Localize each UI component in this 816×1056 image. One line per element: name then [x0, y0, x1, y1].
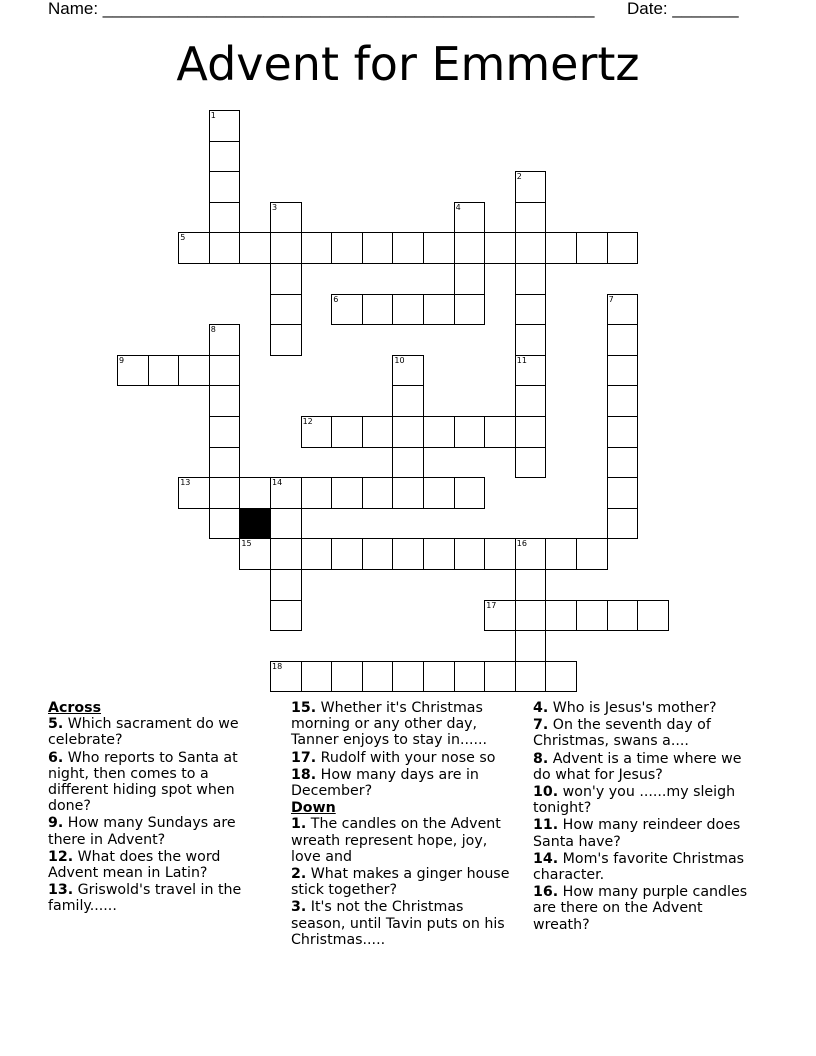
- grid-cell[interactable]: [362, 477, 394, 509]
- clue-down-1: 1. The candles on the Advent wreath represent hope, joy, love and: [291, 816, 501, 865]
- clue-across-12: 12. What does the word Advent mean in Latin?: [48, 848, 221, 882]
- grid-cell[interactable]: [515, 416, 547, 448]
- grid-cell[interactable]: [209, 416, 241, 448]
- grid-cell[interactable]: [209, 508, 241, 540]
- clue-number: 13: [180, 478, 191, 488]
- grid-cell[interactable]: [392, 661, 424, 693]
- grid-cell[interactable]: [515, 385, 547, 417]
- grid-cell[interactable]: [392, 477, 424, 509]
- grid-cell[interactable]: [362, 416, 394, 448]
- grid-cell[interactable]: [545, 661, 577, 693]
- grid-cell[interactable]: [209, 355, 241, 387]
- grid-cell[interactable]: [209, 324, 241, 356]
- grid-cell[interactable]: [454, 294, 486, 326]
- grid-cell[interactable]: [515, 661, 547, 693]
- clue-number: 17: [486, 600, 497, 610]
- clue-down-2: 2. What makes a ginger house stick together?: [291, 866, 510, 899]
- grid-cell[interactable]: [209, 110, 241, 142]
- grid-cell[interactable]: [484, 661, 516, 693]
- clue-across-17: 17. Rudolf with your nose so: [291, 749, 496, 766]
- grid-cell[interactable]: [454, 232, 486, 264]
- clue-number: 8: [210, 325, 216, 335]
- grid-cell[interactable]: [178, 477, 210, 509]
- grid-cell[interactable]: [545, 600, 577, 632]
- black-square: [239, 508, 271, 540]
- grid-cell[interactable]: [423, 477, 455, 509]
- grid-cell[interactable]: [301, 232, 333, 264]
- grid-cell[interactable]: [515, 538, 547, 570]
- grid-cell[interactable]: [576, 538, 608, 570]
- grid-cell[interactable]: [607, 416, 639, 448]
- grid-cell[interactable]: [270, 477, 302, 509]
- grid-cell[interactable]: [270, 538, 302, 570]
- clue-number: 12: [302, 417, 313, 426]
- grid-cell[interactable]: [239, 538, 271, 570]
- clue-down-16: 16. How many purple candles are there on the Advent wreath?: [533, 884, 748, 933]
- clue-across-15: 15. Whether it's Christmas morning or any other day, Tanner enjoys to stay in......: [291, 700, 488, 749]
- date-label: Date: _______: [627, 0, 739, 18]
- grid-cell[interactable]: [392, 416, 424, 448]
- grid-cell[interactable]: [362, 294, 394, 326]
- grid-cell[interactable]: [545, 232, 577, 264]
- clue-number: 11: [516, 355, 527, 365]
- grid-cell[interactable]: [484, 600, 516, 632]
- grid-cell[interactable]: [515, 447, 547, 479]
- grid-cell[interactable]: [209, 141, 241, 173]
- clue-number: 7: [608, 294, 614, 304]
- grid-cell[interactable]: [607, 294, 639, 326]
- grid-cell[interactable]: [423, 661, 455, 693]
- grid-cell[interactable]: [515, 171, 547, 203]
- grid-cell[interactable]: [301, 416, 333, 448]
- grid-cell[interactable]: [117, 355, 149, 387]
- clue-number: 4: [455, 202, 461, 212]
- clue-across-5: 5. Which sacrament do we celebrate?: [48, 716, 239, 749]
- grid-cell[interactable]: [270, 232, 302, 264]
- clue-number: 5: [180, 233, 186, 243]
- clue-column-2: [291, 700, 516, 949]
- grid-cell[interactable]: [331, 477, 363, 509]
- grid-cell[interactable]: [270, 294, 302, 326]
- grid-cell[interactable]: [515, 232, 547, 264]
- clue-number: 3: [272, 202, 278, 212]
- grid-cell[interactable]: [607, 600, 639, 632]
- clue-down-7: 7. On the seventh day of Christmas, swans a....: [533, 717, 711, 750]
- grid-cell[interactable]: [362, 232, 394, 264]
- grid-cell[interactable]: [607, 385, 639, 417]
- grid-cell[interactable]: [607, 447, 639, 479]
- clue-across-6: 6. Who reports to Santa at night, then comes to a different hiding spot when done?: [48, 749, 238, 815]
- grid-cell[interactable]: [331, 538, 363, 570]
- grid-cell[interactable]: [423, 538, 455, 570]
- clue-down-10: 10. won'y you ......my sleigh tonight?: [533, 784, 736, 817]
- grid-cell[interactable]: [515, 355, 547, 387]
- clue-number: 10: [394, 355, 405, 365]
- grid-cell[interactable]: [270, 202, 302, 234]
- clue-across-9: 9. How many Sundays are there in Advent?: [48, 815, 236, 848]
- grid-cell[interactable]: [209, 385, 241, 417]
- name-label: Name: ____________________________________________________: [48, 0, 595, 18]
- grid-cell[interactable]: [209, 202, 241, 234]
- clue-number: 2: [516, 172, 522, 182]
- grid-cell[interactable]: [515, 569, 547, 601]
- clue-across-13: 13. Griswold's travel in the family......: [48, 882, 242, 915]
- grid-cell[interactable]: [301, 477, 333, 509]
- grid-cell[interactable]: [423, 232, 455, 264]
- clue-number: 16: [516, 539, 527, 549]
- grid-cell[interactable]: [484, 232, 516, 264]
- clue-down-14: 14. Mom's favorite Christmas character.: [533, 850, 745, 884]
- grid-cell[interactable]: [515, 324, 547, 356]
- grid-cell[interactable]: [484, 416, 516, 448]
- grid-cell[interactable]: [209, 447, 241, 479]
- grid-cell[interactable]: [454, 477, 486, 509]
- grid-cell[interactable]: [209, 171, 241, 203]
- grid-cell[interactable]: [607, 355, 639, 387]
- grid-cell[interactable]: [454, 661, 486, 693]
- grid-cell[interactable]: [270, 569, 302, 601]
- clue-number: 9: [119, 355, 125, 365]
- grid-cell[interactable]: [392, 294, 424, 326]
- clue-number: 1: [210, 111, 216, 120]
- grid-cell[interactable]: [392, 447, 424, 479]
- grid-cell[interactable]: [607, 477, 639, 509]
- grid-cell[interactable]: [209, 232, 241, 264]
- grid-cell[interactable]: [515, 202, 547, 234]
- grid-cell[interactable]: [515, 600, 547, 632]
- grid-cell[interactable]: [148, 355, 180, 387]
- grid-cell[interactable]: [392, 232, 424, 264]
- grid-cell[interactable]: [239, 477, 271, 509]
- grid-cell[interactable]: [607, 324, 639, 356]
- clue-down-3: 3. It's not the Christmas season, until Tavin puts on his Christmas.....: [291, 899, 505, 948]
- grid-cell[interactable]: [331, 416, 363, 448]
- clue-down-11: 11. How many reindeer does Santa have?: [533, 817, 741, 850]
- grid-cell[interactable]: [178, 355, 210, 387]
- grid-cell[interactable]: [362, 538, 394, 570]
- grid-cell[interactable]: [637, 600, 669, 632]
- clue-column-1: [48, 700, 266, 916]
- grid-cell[interactable]: [301, 538, 333, 570]
- grid-cell[interactable]: [362, 661, 394, 693]
- clue-across-18: 18. How many days are in December?: [291, 766, 479, 800]
- grid-cell[interactable]: [454, 263, 486, 295]
- clue-number: 6: [333, 294, 339, 304]
- clue-down-4: 4. Who is Jesus's mother?: [533, 700, 717, 716]
- grid-cell[interactable]: [515, 263, 547, 295]
- grid-cell[interactable]: [270, 600, 302, 632]
- grid-cell[interactable]: [392, 355, 424, 387]
- grid-cell[interactable]: [576, 600, 608, 632]
- grid-cell[interactable]: [607, 232, 639, 264]
- grid-cell[interactable]: [454, 202, 486, 234]
- grid-cell[interactable]: [576, 232, 608, 264]
- grid-cell[interactable]: [454, 416, 486, 448]
- grid-cell[interactable]: [392, 385, 424, 417]
- grid-cell[interactable]: [392, 538, 424, 570]
- grid-cell[interactable]: [270, 508, 302, 540]
- grid-cell[interactable]: [239, 232, 271, 264]
- clue-number: 18: [272, 661, 283, 671]
- grid-cell[interactable]: [270, 324, 302, 356]
- across-heading: Across: [48, 700, 102, 716]
- clue-number: 14: [272, 478, 283, 488]
- grid-cell[interactable]: [331, 294, 363, 326]
- grid-cell[interactable]: [331, 661, 363, 693]
- grid-cell[interactable]: [178, 232, 210, 264]
- grid-cell[interactable]: [209, 477, 241, 509]
- down-heading: Down: [291, 800, 336, 817]
- grid-cell[interactable]: [515, 630, 547, 662]
- grid-cell[interactable]: [545, 538, 577, 570]
- grid-cell[interactable]: [423, 294, 455, 326]
- clue-column-3: [533, 700, 761, 934]
- grid-cell[interactable]: [484, 538, 516, 570]
- grid-cell[interactable]: [423, 416, 455, 448]
- grid-cell[interactable]: [301, 661, 333, 693]
- grid-cell[interactable]: [270, 661, 302, 693]
- clue-down-8: 8. Advent is a time where we do what for Jesus?: [533, 750, 742, 783]
- grid-cell[interactable]: [607, 508, 639, 540]
- grid-cell[interactable]: [270, 263, 302, 295]
- grid-cell[interactable]: [515, 294, 547, 326]
- grid-cell[interactable]: [454, 538, 486, 570]
- grid-cell[interactable]: [331, 232, 363, 264]
- page-title: Advent for Emmertz: [176, 37, 640, 91]
- clue-number: 15: [241, 539, 252, 549]
